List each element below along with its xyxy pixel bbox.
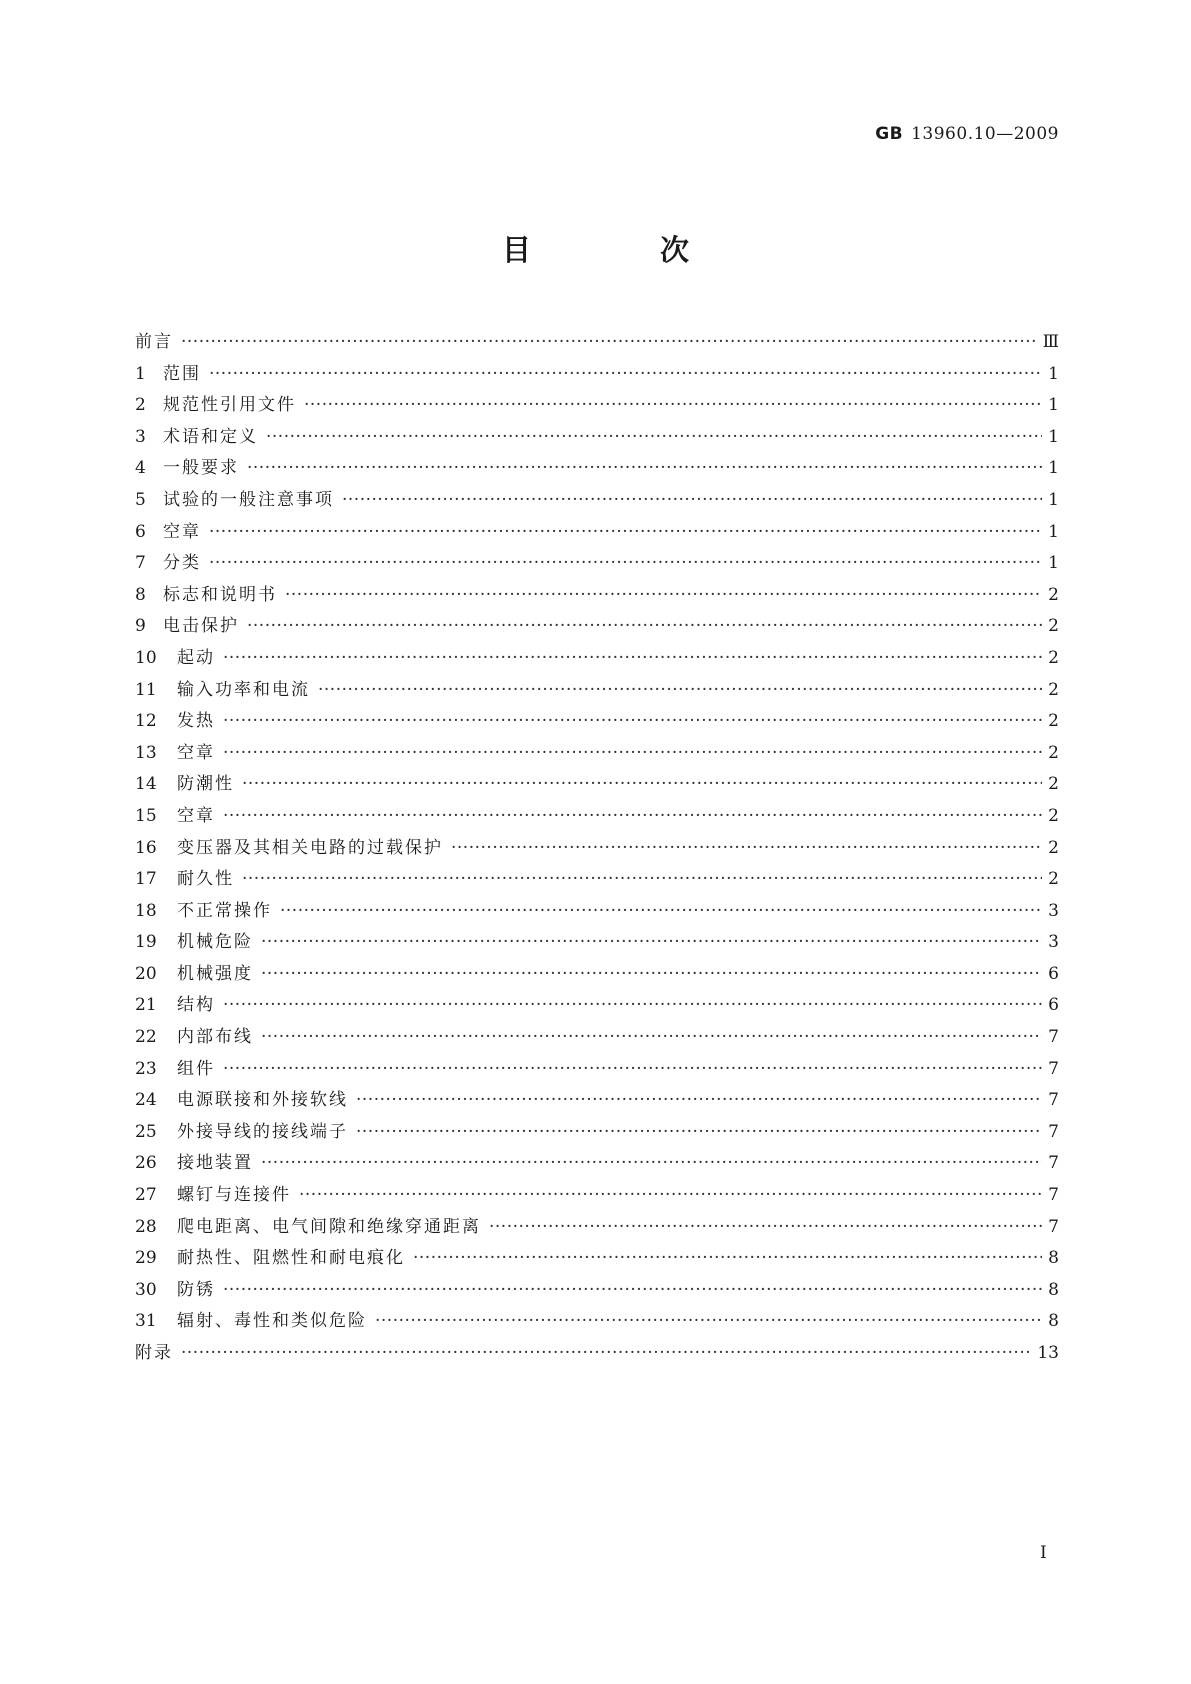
toc-dot-leader [413,1248,1042,1268]
toc-entry[interactable] [135,1180,1059,1212]
toc-dot-leader [181,332,1037,352]
toc-entry-page: 8 [1048,1279,1059,1300]
toc-entry-page: 1 [1048,489,1059,510]
toc-entry-number: 30 [135,1279,157,1300]
toc-entry-label: 前言 [135,332,173,352]
toc-entry-label: 变压器及其相关电路的过载保护 [177,837,443,858]
toc-entry-label: 电源联接和外接软线 [177,1090,348,1111]
toc-entry-number: 29 [135,1248,157,1269]
toc-entry[interactable] [135,833,1059,865]
toc-entry[interactable] [135,359,1059,391]
toc-entry-label: 空章 [177,805,215,826]
toc-dot-leader [181,1343,1031,1363]
toc-entry[interactable] [135,738,1059,770]
toc-dot-leader [489,1217,1042,1237]
toc-entry-number: 27 [135,1185,157,1206]
toc-entry-label: 内部布线 [177,1027,253,1048]
toc-entry-label: 螺钉与连接件 [177,1185,291,1206]
toc-entry-page: 6 [1048,963,1059,984]
toc-entry-label: 术语和定义 [163,426,258,447]
toc-entry-page: 1 [1048,395,1059,416]
toc-entry-page: 2 [1048,679,1059,700]
toc-dot-leader [223,995,1042,1015]
toc-entry[interactable] [135,1338,1059,1370]
toc-entry[interactable] [135,390,1059,422]
toc-dot-leader [261,1153,1042,1173]
toc-entry-number: 15 [135,805,157,826]
toc-entry-number: 13 [135,742,157,763]
toc-dot-leader [342,490,1042,510]
toc-entry-page: 8 [1048,1248,1059,1269]
toc-entry-label: 爬电距离、电气间隙和绝缘穿通距离 [177,1216,481,1237]
toc-entry-page: 2 [1048,584,1059,605]
toc-dot-leader [242,869,1042,889]
toc-dot-leader [356,1090,1042,1110]
toc-entry[interactable] [135,675,1059,707]
toc-entry[interactable] [135,548,1059,580]
toc-entry-number: 5 [135,489,146,510]
toc-entry-label: 结构 [177,995,215,1016]
toc-entry-page: 1 [1048,363,1059,384]
toc-entry-number: 6 [135,521,146,542]
toc-entry[interactable] [135,959,1059,991]
toc-entry-label: 一般要求 [163,458,239,479]
toc-entry-label: 起动 [177,647,215,668]
toc-dot-leader [223,806,1042,826]
toc-entry-page: 1 [1048,426,1059,447]
toc-dot-leader [451,838,1042,858]
toc-entry[interactable] [135,864,1059,896]
toc-entry-label: 分类 [163,553,201,574]
toc-dot-leader [223,1280,1042,1300]
toc-dot-leader [375,1311,1042,1331]
toc-entry-number: 24 [135,1090,157,1111]
toc-entry-label: 机械危险 [177,932,253,953]
toc-entry-number: 8 [135,584,146,605]
toc-dot-leader [266,427,1042,447]
toc-entry[interactable] [135,801,1059,833]
toc-entry-number: 11 [135,679,157,700]
toc-entry[interactable] [135,1275,1059,1307]
toc-entry-page: 2 [1048,711,1059,732]
toc-entry[interactable] [135,485,1059,517]
toc-entry-page: 1 [1048,458,1059,479]
toc-dot-leader [209,553,1042,573]
toc-entry-page: 2 [1048,774,1059,795]
toc-entry-number: 12 [135,711,157,732]
toc-entry[interactable] [135,1212,1059,1244]
toc-entry-page: 1 [1048,521,1059,542]
toc-entry-page: 6 [1048,995,1059,1016]
toc-entry[interactable] [135,1148,1059,1180]
toc-entry-label: 电击保护 [163,616,239,637]
standard-number: 13960.10—2009 [911,124,1059,144]
toc-entry-number: 23 [135,1058,157,1079]
toc-dot-leader [223,743,1042,763]
toc-entry-number: 18 [135,900,157,921]
toc-entry-page: 2 [1048,647,1059,668]
toc-entry-label: 附录 [135,1343,173,1363]
toc-entry-label: 接地装置 [177,1153,253,1174]
toc-entry[interactable] [135,769,1059,801]
toc-entry-number: 1 [135,363,146,384]
toc-entry[interactable] [135,453,1059,485]
toc-entry-label: 空章 [163,521,201,542]
toc-entry[interactable] [135,927,1059,959]
toc-dot-leader [247,616,1042,636]
toc-entry-page: 7 [1048,1121,1059,1142]
toc-entry-page: 8 [1048,1311,1059,1332]
toc-entry-number: 31 [135,1311,157,1332]
toc-entry-number: 25 [135,1121,157,1142]
toc-entry-number: 9 [135,616,146,637]
toc-entry-page: 1 [1048,553,1059,574]
toc-entry[interactable] [135,1085,1059,1117]
toc-entry[interactable] [135,327,1059,359]
toc-dot-leader [285,585,1042,605]
toc-entry[interactable] [135,422,1059,454]
toc-entry-label: 空章 [177,742,215,763]
toc-entry-label: 试验的一般注意事项 [163,489,334,510]
toc-entry[interactable] [135,990,1059,1022]
toc-entry-number: 3 [135,426,146,447]
toc-entry[interactable] [135,1117,1059,1149]
toc-entry-number: 26 [135,1153,157,1174]
toc-entry-page: 7 [1048,1058,1059,1079]
toc-entry-page: 7 [1048,1185,1059,1206]
toc-dot-leader [318,680,1042,700]
toc-dot-leader [304,395,1042,415]
toc-entry-number: 7 [135,553,146,574]
toc-entry-page: 2 [1048,837,1059,858]
toc-entry-number: 2 [135,395,146,416]
toc-entry-page: 2 [1048,805,1059,826]
toc-entry-page: Ⅲ [1042,332,1059,352]
toc-entry-page: 7 [1048,1216,1059,1237]
toc-dot-leader [242,774,1042,794]
toc-dot-leader [356,1122,1042,1142]
toc-entry[interactable] [135,1022,1059,1054]
toc-dot-leader [280,901,1042,921]
toc-entry-page: 2 [1048,742,1059,763]
table-of-contents [135,327,1059,1370]
toc-entry-number: 10 [135,647,157,668]
toc-entry-label: 辐射、毒性和类似危险 [177,1311,367,1332]
toc-dot-leader [261,964,1042,984]
toc-entry-number: 21 [135,995,157,1016]
toc-dot-leader [223,648,1042,668]
toc-entry[interactable] [135,611,1059,643]
toc-dot-leader [209,522,1042,542]
toc-entry-label: 组件 [177,1058,215,1079]
toc-entry-number: 19 [135,932,157,953]
toc-entry-page: 7 [1048,1027,1059,1048]
toc-entry-label: 规范性引用文件 [163,395,296,416]
toc-entry-label: 标志和说明书 [163,584,277,605]
toc-entry-label: 范围 [163,363,201,384]
toc-entry-page: 7 [1048,1153,1059,1174]
toc-entry-label: 不正常操作 [177,900,272,921]
toc-entry-number: 22 [135,1027,157,1048]
toc-entry-page: 13 [1037,1343,1059,1363]
toc-entry-label: 机械强度 [177,963,253,984]
toc-dot-leader [223,711,1042,731]
toc-entry-number: 28 [135,1216,157,1237]
toc-entry[interactable] [135,643,1059,675]
toc-entry-number: 16 [135,837,157,858]
toc-dot-leader [247,458,1042,478]
toc-entry-number: 17 [135,869,157,890]
toc-dot-leader [261,932,1042,952]
toc-entry-number: 20 [135,963,157,984]
toc-entry-page: 3 [1048,932,1059,953]
toc-entry-page: 7 [1048,1090,1059,1111]
toc-entry-label: 防锈 [177,1279,215,1300]
toc-entry[interactable] [135,1243,1059,1275]
toc-entry-page: 2 [1048,616,1059,637]
toc-entry-label: 输入功率和电流 [177,679,310,700]
toc-entry[interactable] [135,1306,1059,1338]
standard-code [875,124,1059,144]
toc-entry[interactable] [135,517,1059,549]
toc-dot-leader [261,1027,1042,1047]
toc-entry-label: 防潮性 [177,774,234,795]
toc-title: 目 次 [501,233,739,267]
toc-dot-leader [209,364,1042,384]
page-number: I [1040,1543,1047,1563]
toc-entry[interactable] [135,896,1059,928]
toc-entry-number: 14 [135,774,157,795]
toc-dot-leader [223,1059,1042,1079]
toc-entry[interactable] [135,580,1059,612]
standard-prefix: GB [875,124,904,144]
toc-entry-label: 外接导线的接线端子 [177,1121,348,1142]
toc-entry[interactable] [135,1054,1059,1086]
toc-entry-label: 耐热性、阻燃性和耐电痕化 [177,1248,405,1269]
toc-entry-page: 3 [1048,900,1059,921]
toc-entry[interactable] [135,706,1059,738]
toc-entry-label: 耐久性 [177,869,234,890]
toc-entry-label: 发热 [177,711,215,732]
toc-dot-leader [299,1185,1042,1205]
toc-entry-page: 2 [1048,869,1059,890]
toc-entry-number: 4 [135,458,146,479]
